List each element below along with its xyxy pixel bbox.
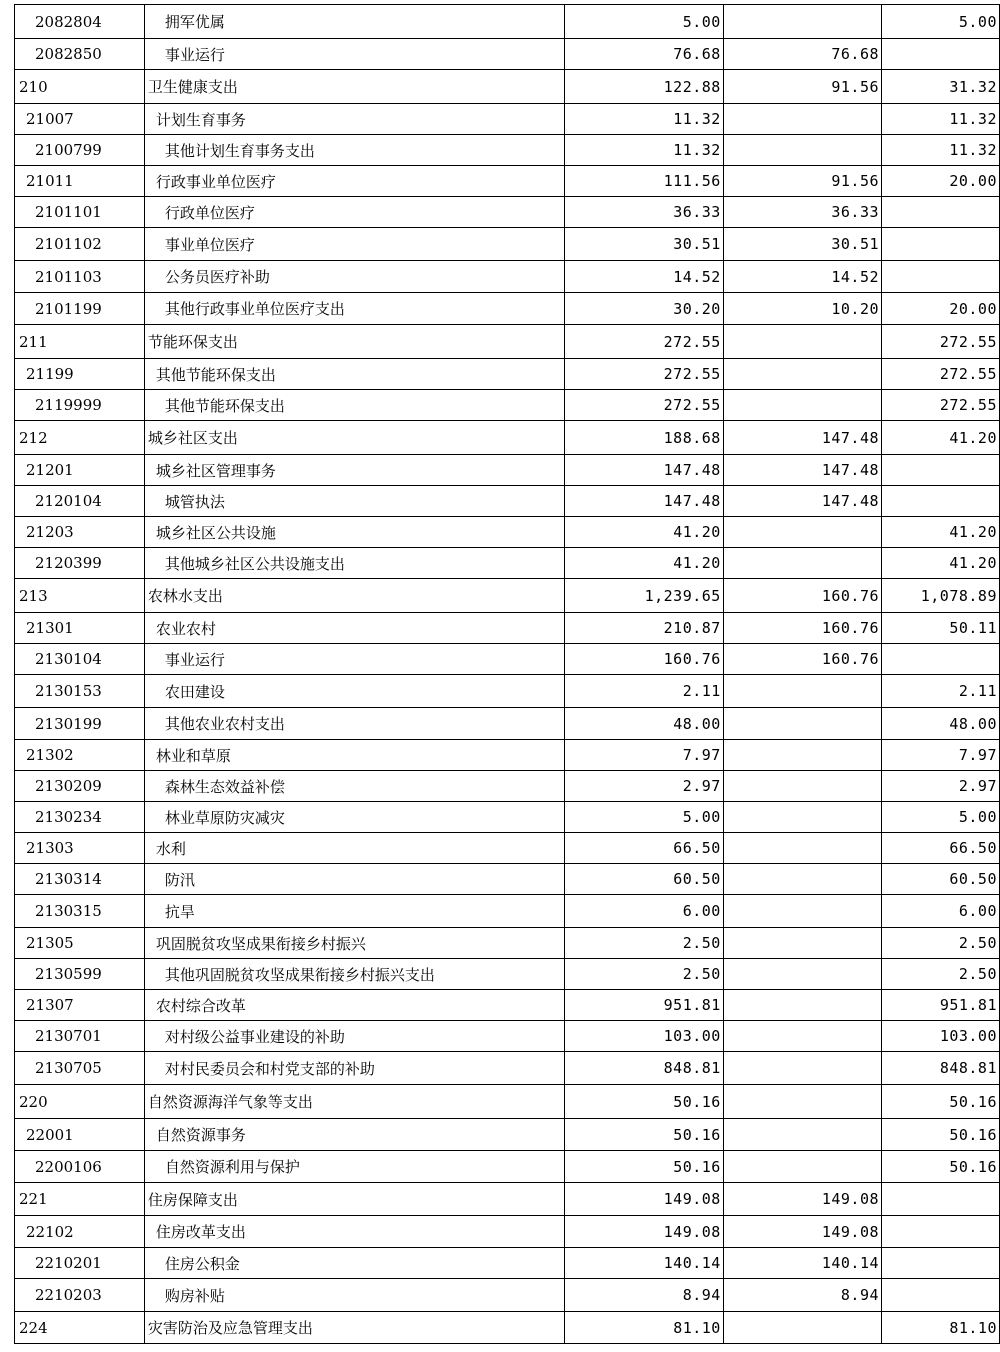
account-name-cell: 其他节能环保支出 — [144, 359, 564, 390]
total-amount-cell: 103.00 — [565, 1021, 724, 1052]
table-row — [15, 1119, 1000, 1151]
account-name-cell: 住房公积金 — [144, 1248, 564, 1279]
table-row — [15, 70, 1000, 104]
basic-expenditure-cell — [723, 135, 881, 166]
basic-expenditure-cell — [723, 1085, 881, 1119]
basic-expenditure-cell: 149.08 — [723, 1183, 881, 1216]
project-expenditure-cell: 11.32 — [882, 104, 1000, 135]
account-name-cell: 行政事业单位医疗 — [144, 166, 564, 197]
account-code-cell: 2101103 — [15, 261, 145, 293]
account-code-cell: 2130234 — [15, 802, 145, 833]
basic-expenditure-cell: 140.14 — [723, 1248, 881, 1279]
table-row — [15, 895, 1000, 928]
account-name-cell: 住房改革支出 — [144, 1216, 564, 1248]
account-code-cell: 22001 — [15, 1119, 145, 1151]
account-name-cell: 事业单位医疗 — [144, 228, 564, 261]
account-code-cell: 2119999 — [15, 390, 145, 421]
account-name-cell: 抗旱 — [144, 895, 564, 928]
account-code-cell: 2130153 — [15, 675, 145, 708]
table-row — [15, 1052, 1000, 1085]
basic-expenditure-cell — [723, 1151, 881, 1183]
project-expenditure-cell — [882, 1248, 1000, 1279]
account-name-cell: 自然资源事务 — [144, 1119, 564, 1151]
total-amount-cell: 14.52 — [565, 261, 724, 293]
table-row — [15, 135, 1000, 166]
total-amount-cell: 5.00 — [565, 802, 724, 833]
account-code-cell: 21307 — [15, 990, 145, 1021]
project-expenditure-cell: 5.00 — [882, 5, 1000, 39]
total-amount-cell: 1,239.65 — [565, 579, 724, 613]
total-amount-cell: 50.16 — [565, 1085, 724, 1119]
account-code-cell: 2101101 — [15, 197, 145, 228]
basic-expenditure-cell: 76.68 — [723, 39, 881, 70]
total-amount-cell: 50.16 — [565, 1151, 724, 1183]
basic-expenditure-cell: 147.48 — [723, 421, 881, 455]
total-amount-cell: 160.76 — [565, 644, 724, 675]
basic-expenditure-cell — [723, 104, 881, 135]
account-code-cell: 21303 — [15, 833, 145, 864]
basic-expenditure-cell: 147.48 — [723, 455, 881, 486]
basic-expenditure-cell — [723, 959, 881, 990]
account-name-cell: 城乡社区公共设施 — [144, 517, 564, 548]
table-row — [15, 548, 1000, 579]
account-name-cell: 林业草原防灾减灾 — [144, 802, 564, 833]
total-amount-cell: 2.50 — [565, 928, 724, 959]
table-row — [15, 486, 1000, 517]
total-amount-cell: 149.08 — [565, 1216, 724, 1248]
basic-expenditure-cell — [723, 771, 881, 802]
account-name-cell: 其他巩固脱贫攻坚成果衔接乡村振兴支出 — [144, 959, 564, 990]
total-amount-cell: 30.20 — [565, 293, 724, 325]
total-amount-cell: 81.10 — [565, 1312, 724, 1344]
account-code-cell: 2082804 — [15, 5, 145, 39]
basic-expenditure-cell — [723, 708, 881, 740]
table-row — [15, 390, 1000, 421]
table-row — [15, 197, 1000, 228]
total-amount-cell: 11.32 — [565, 104, 724, 135]
account-code-cell: 2120399 — [15, 548, 145, 579]
table-row — [15, 293, 1000, 325]
total-amount-cell: 147.48 — [565, 455, 724, 486]
project-expenditure-cell: 1,078.89 — [882, 579, 1000, 613]
project-expenditure-cell: 272.55 — [882, 390, 1000, 421]
account-name-cell: 防汛 — [144, 864, 564, 895]
project-expenditure-cell: 66.50 — [882, 833, 1000, 864]
basic-expenditure-cell — [723, 833, 881, 864]
account-code-cell: 2130209 — [15, 771, 145, 802]
table-row — [15, 1021, 1000, 1052]
basic-expenditure-cell — [723, 990, 881, 1021]
account-name-cell: 住房保障支出 — [144, 1183, 564, 1216]
account-code-cell: 211 — [15, 325, 145, 359]
basic-expenditure-cell: 160.76 — [723, 613, 881, 644]
project-expenditure-cell — [882, 197, 1000, 228]
total-amount-cell: 41.20 — [565, 517, 724, 548]
project-expenditure-cell: 41.20 — [882, 517, 1000, 548]
account-name-cell: 林业和草原 — [144, 740, 564, 771]
project-expenditure-cell: 6.00 — [882, 895, 1000, 928]
total-amount-cell: 188.68 — [565, 421, 724, 455]
budget-table-body — [15, 5, 1000, 1344]
table-row — [15, 675, 1000, 708]
basic-expenditure-cell: 91.56 — [723, 70, 881, 104]
basic-expenditure-cell — [723, 675, 881, 708]
total-amount-cell: 36.33 — [565, 197, 724, 228]
basic-expenditure-cell — [723, 517, 881, 548]
account-code-cell: 21201 — [15, 455, 145, 486]
basic-expenditure-cell — [723, 359, 881, 390]
total-amount-cell: 2.11 — [565, 675, 724, 708]
account-name-cell: 对村级公益事业建设的补助 — [144, 1021, 564, 1052]
account-name-cell: 公务员医疗补助 — [144, 261, 564, 293]
basic-expenditure-cell — [723, 390, 881, 421]
project-expenditure-cell: 272.55 — [882, 359, 1000, 390]
basic-expenditure-cell: 160.76 — [723, 644, 881, 675]
project-expenditure-cell — [882, 1183, 1000, 1216]
table-row — [15, 39, 1000, 70]
project-expenditure-cell — [882, 39, 1000, 70]
account-code-cell: 213 — [15, 579, 145, 613]
table-row — [15, 517, 1000, 548]
table-row — [15, 1279, 1000, 1312]
account-code-cell: 2210201 — [15, 1248, 145, 1279]
budget-table — [14, 4, 1000, 1344]
project-expenditure-cell — [882, 228, 1000, 261]
table-row — [15, 740, 1000, 771]
account-name-cell: 其他行政事业单位医疗支出 — [144, 293, 564, 325]
table-row — [15, 104, 1000, 135]
project-expenditure-cell: 848.81 — [882, 1052, 1000, 1085]
account-code-cell: 2101199 — [15, 293, 145, 325]
project-expenditure-cell — [882, 644, 1000, 675]
total-amount-cell: 122.88 — [565, 70, 724, 104]
basic-expenditure-cell: 30.51 — [723, 228, 881, 261]
project-expenditure-cell: 41.20 — [882, 548, 1000, 579]
total-amount-cell: 272.55 — [565, 325, 724, 359]
basic-expenditure-cell — [723, 1021, 881, 1052]
total-amount-cell: 111.56 — [565, 166, 724, 197]
basic-expenditure-cell — [723, 740, 881, 771]
account-code-cell: 21302 — [15, 740, 145, 771]
project-expenditure-cell: 50.16 — [882, 1085, 1000, 1119]
project-expenditure-cell: 50.16 — [882, 1151, 1000, 1183]
account-name-cell: 其他城乡社区公共设施支出 — [144, 548, 564, 579]
project-expenditure-cell: 50.16 — [882, 1119, 1000, 1151]
table-row — [15, 928, 1000, 959]
project-expenditure-cell: 2.50 — [882, 959, 1000, 990]
total-amount-cell: 6.00 — [565, 895, 724, 928]
account-name-cell: 其他节能环保支出 — [144, 390, 564, 421]
project-expenditure-cell — [882, 1279, 1000, 1312]
account-name-cell: 对村民委员会和村党支部的补助 — [144, 1052, 564, 1085]
basic-expenditure-cell — [723, 928, 881, 959]
account-name-cell: 拥军优属 — [144, 5, 564, 39]
project-expenditure-cell: 7.97 — [882, 740, 1000, 771]
account-name-cell: 卫生健康支出 — [144, 70, 564, 104]
account-code-cell: 2130705 — [15, 1052, 145, 1085]
total-amount-cell: 66.50 — [565, 833, 724, 864]
project-expenditure-cell — [882, 261, 1000, 293]
account-name-cell: 购房补贴 — [144, 1279, 564, 1312]
account-name-cell: 农村综合改革 — [144, 990, 564, 1021]
basic-expenditure-cell: 160.76 — [723, 579, 881, 613]
total-amount-cell: 48.00 — [565, 708, 724, 740]
project-expenditure-cell: 2.97 — [882, 771, 1000, 802]
account-code-cell: 2200106 — [15, 1151, 145, 1183]
account-code-cell: 2130599 — [15, 959, 145, 990]
table-row — [15, 1216, 1000, 1248]
basic-expenditure-cell — [723, 325, 881, 359]
table-row — [15, 1183, 1000, 1216]
project-expenditure-cell — [882, 1216, 1000, 1248]
account-name-cell: 自然资源利用与保护 — [144, 1151, 564, 1183]
account-name-cell: 城管执法 — [144, 486, 564, 517]
basic-expenditure-cell: 8.94 — [723, 1279, 881, 1312]
total-amount-cell: 210.87 — [565, 613, 724, 644]
account-name-cell: 灾害防治及应急管理支出 — [144, 1312, 564, 1344]
account-name-cell: 事业运行 — [144, 39, 564, 70]
table-row — [15, 1151, 1000, 1183]
basic-expenditure-cell: 10.20 — [723, 293, 881, 325]
basic-expenditure-cell — [723, 548, 881, 579]
account-code-cell: 221 — [15, 1183, 145, 1216]
basic-expenditure-cell — [723, 5, 881, 39]
table-row — [15, 1085, 1000, 1119]
account-code-cell: 2130701 — [15, 1021, 145, 1052]
account-name-cell: 农林水支出 — [144, 579, 564, 613]
account-code-cell: 2082850 — [15, 39, 145, 70]
total-amount-cell: 848.81 — [565, 1052, 724, 1085]
table-row — [15, 325, 1000, 359]
project-expenditure-cell: 272.55 — [882, 325, 1000, 359]
project-expenditure-cell: 41.20 — [882, 421, 1000, 455]
total-amount-cell: 149.08 — [565, 1183, 724, 1216]
account-code-cell: 220 — [15, 1085, 145, 1119]
project-expenditure-cell: 50.11 — [882, 613, 1000, 644]
account-code-cell: 210 — [15, 70, 145, 104]
account-code-cell: 21199 — [15, 359, 145, 390]
account-code-cell: 2130314 — [15, 864, 145, 895]
account-code-cell: 21305 — [15, 928, 145, 959]
account-name-cell: 城乡社区支出 — [144, 421, 564, 455]
table-row — [15, 771, 1000, 802]
table-row — [15, 644, 1000, 675]
account-code-cell: 22102 — [15, 1216, 145, 1248]
basic-expenditure-cell — [723, 1119, 881, 1151]
account-code-cell: 21203 — [15, 517, 145, 548]
total-amount-cell: 76.68 — [565, 39, 724, 70]
account-name-cell: 水利 — [144, 833, 564, 864]
account-name-cell: 农田建设 — [144, 675, 564, 708]
account-code-cell: 21007 — [15, 104, 145, 135]
basic-expenditure-cell — [723, 1052, 881, 1085]
basic-expenditure-cell — [723, 802, 881, 833]
account-name-cell: 自然资源海洋气象等支出 — [144, 1085, 564, 1119]
total-amount-cell: 272.55 — [565, 359, 724, 390]
table-row — [15, 359, 1000, 390]
total-amount-cell: 60.50 — [565, 864, 724, 895]
project-expenditure-cell: 60.50 — [882, 864, 1000, 895]
table-row — [15, 613, 1000, 644]
table-row — [15, 579, 1000, 613]
table-row — [15, 990, 1000, 1021]
table-row — [15, 708, 1000, 740]
table-row — [15, 228, 1000, 261]
project-expenditure-cell: 20.00 — [882, 166, 1000, 197]
project-expenditure-cell — [882, 486, 1000, 517]
project-expenditure-cell: 81.10 — [882, 1312, 1000, 1344]
table-row — [15, 455, 1000, 486]
account-code-cell: 224 — [15, 1312, 145, 1344]
total-amount-cell: 272.55 — [565, 390, 724, 421]
table-row — [15, 1248, 1000, 1279]
project-expenditure-cell: 48.00 — [882, 708, 1000, 740]
basic-expenditure-cell: 91.56 — [723, 166, 881, 197]
table-row — [15, 5, 1000, 39]
account-name-cell: 森林生态效益补偿 — [144, 771, 564, 802]
table-row — [15, 959, 1000, 990]
table-row — [15, 833, 1000, 864]
project-expenditure-cell: 2.50 — [882, 928, 1000, 959]
account-name-cell: 其他农业农村支出 — [144, 708, 564, 740]
basic-expenditure-cell: 36.33 — [723, 197, 881, 228]
account-code-cell: 2130199 — [15, 708, 145, 740]
basic-expenditure-cell — [723, 895, 881, 928]
table-row — [15, 802, 1000, 833]
total-amount-cell: 7.97 — [565, 740, 724, 771]
account-name-cell: 计划生育事务 — [144, 104, 564, 135]
basic-expenditure-cell — [723, 864, 881, 895]
table-row — [15, 864, 1000, 895]
account-name-cell: 其他计划生育事务支出 — [144, 135, 564, 166]
table-row — [15, 421, 1000, 455]
account-code-cell: 212 — [15, 421, 145, 455]
account-name-cell: 事业运行 — [144, 644, 564, 675]
project-expenditure-cell: 2.11 — [882, 675, 1000, 708]
account-code-cell: 2100799 — [15, 135, 145, 166]
total-amount-cell: 30.51 — [565, 228, 724, 261]
total-amount-cell: 5.00 — [565, 5, 724, 39]
project-expenditure-cell — [882, 455, 1000, 486]
total-amount-cell: 50.16 — [565, 1119, 724, 1151]
basic-expenditure-cell: 147.48 — [723, 486, 881, 517]
account-code-cell: 2120104 — [15, 486, 145, 517]
table-row — [15, 1312, 1000, 1344]
account-name-cell: 节能环保支出 — [144, 325, 564, 359]
basic-expenditure-cell — [723, 1312, 881, 1344]
project-expenditure-cell: 951.81 — [882, 990, 1000, 1021]
project-expenditure-cell: 11.32 — [882, 135, 1000, 166]
basic-expenditure-cell: 14.52 — [723, 261, 881, 293]
project-expenditure-cell: 31.32 — [882, 70, 1000, 104]
project-expenditure-cell: 103.00 — [882, 1021, 1000, 1052]
account-name-cell: 城乡社区管理事务 — [144, 455, 564, 486]
total-amount-cell: 140.14 — [565, 1248, 724, 1279]
total-amount-cell: 2.50 — [565, 959, 724, 990]
table-row — [15, 261, 1000, 293]
account-name-cell: 行政单位医疗 — [144, 197, 564, 228]
project-expenditure-cell: 20.00 — [882, 293, 1000, 325]
account-code-cell: 21301 — [15, 613, 145, 644]
project-expenditure-cell: 5.00 — [882, 802, 1000, 833]
total-amount-cell: 147.48 — [565, 486, 724, 517]
account-code-cell: 2101102 — [15, 228, 145, 261]
total-amount-cell: 11.32 — [565, 135, 724, 166]
account-code-cell: 2210203 — [15, 1279, 145, 1312]
total-amount-cell: 41.20 — [565, 548, 724, 579]
total-amount-cell: 2.97 — [565, 771, 724, 802]
account-name-cell: 农业农村 — [144, 613, 564, 644]
total-amount-cell: 8.94 — [565, 1279, 724, 1312]
basic-expenditure-cell: 149.08 — [723, 1216, 881, 1248]
table-row — [15, 166, 1000, 197]
total-amount-cell: 951.81 — [565, 990, 724, 1021]
account-code-cell: 21011 — [15, 166, 145, 197]
account-name-cell: 巩固脱贫攻坚成果衔接乡村振兴 — [144, 928, 564, 959]
account-code-cell: 2130315 — [15, 895, 145, 928]
account-code-cell: 2130104 — [15, 644, 145, 675]
